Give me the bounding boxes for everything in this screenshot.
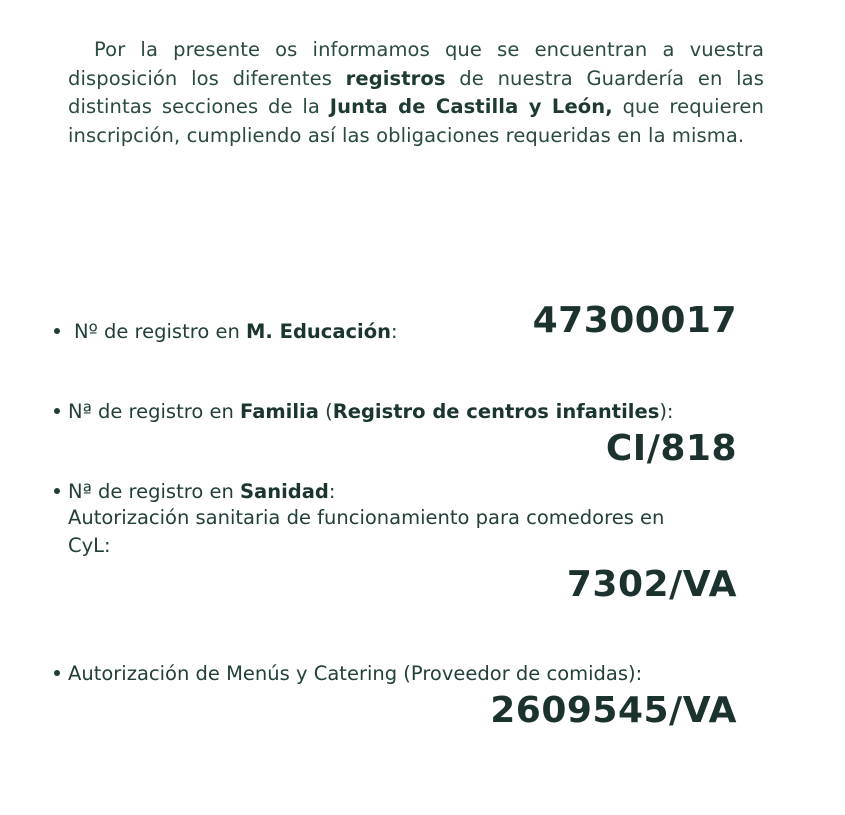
- registro-sanidad-suffix: :: [328, 480, 336, 503]
- autorizacion-menus-number: 2609545/VA: [490, 690, 737, 731]
- bullet-icon: [54, 328, 60, 334]
- intro-text-1: Por la presente os informamos que se encuentran a vuestra disposición los diferentes: [68, 38, 764, 90]
- registro-sanidad-detail-1: Autorización sanitaria de funcionamiento para comedores en: [68, 506, 665, 529]
- registro-sanidad-detail-2: CyL:: [68, 534, 111, 557]
- registro-familia-label: [54, 398, 674, 426]
- registro-educacion-number: 47300017: [532, 300, 737, 341]
- registro-familia-mid: (: [318, 400, 333, 423]
- registro-educacion-bold: M. Educación: [246, 320, 392, 343]
- intro-text-2: de nuestra Guardería en las distintas secciones de la: [68, 66, 764, 118]
- registro-educacion-prefix: Nº de registro en: [74, 320, 247, 343]
- registro-familia-bold2: Registro de centros infantiles: [332, 400, 660, 423]
- registro-familia-number: CI/818: [605, 428, 737, 469]
- registro-sanidad-label: [54, 478, 335, 506]
- registro-sanidad-number: 7302/VA: [566, 564, 737, 605]
- autorizacion-menus-label: [54, 660, 642, 688]
- intro-bold-junta: Junta de Castilla y León,: [329, 95, 613, 118]
- bullet-icon: [54, 670, 60, 676]
- registro-familia-suffix: ):: [659, 400, 674, 423]
- registro-familia-bold: Familia: [240, 400, 319, 423]
- bullet-icon: [54, 408, 60, 414]
- intro-bold-registros: registros: [345, 66, 446, 90]
- intro-text-3: que requieren inscripción, cumpliendo así las obligaciones requeridas en la misma.: [68, 95, 764, 147]
- registro-familia-prefix: Nª de registro en: [68, 400, 241, 423]
- registro-educacion-label: [54, 318, 398, 346]
- intro-paragraph: [68, 36, 764, 150]
- registro-sanidad-bold: Sanidad: [240, 480, 329, 503]
- registro-sanidad-prefix: Nª de registro en: [68, 480, 241, 503]
- registro-educacion-suffix: :: [391, 320, 398, 343]
- autorizacion-menus-text: Autorización de Menús y Catering (Proveedor de comidas):: [68, 662, 643, 685]
- bullet-icon: [54, 488, 60, 494]
